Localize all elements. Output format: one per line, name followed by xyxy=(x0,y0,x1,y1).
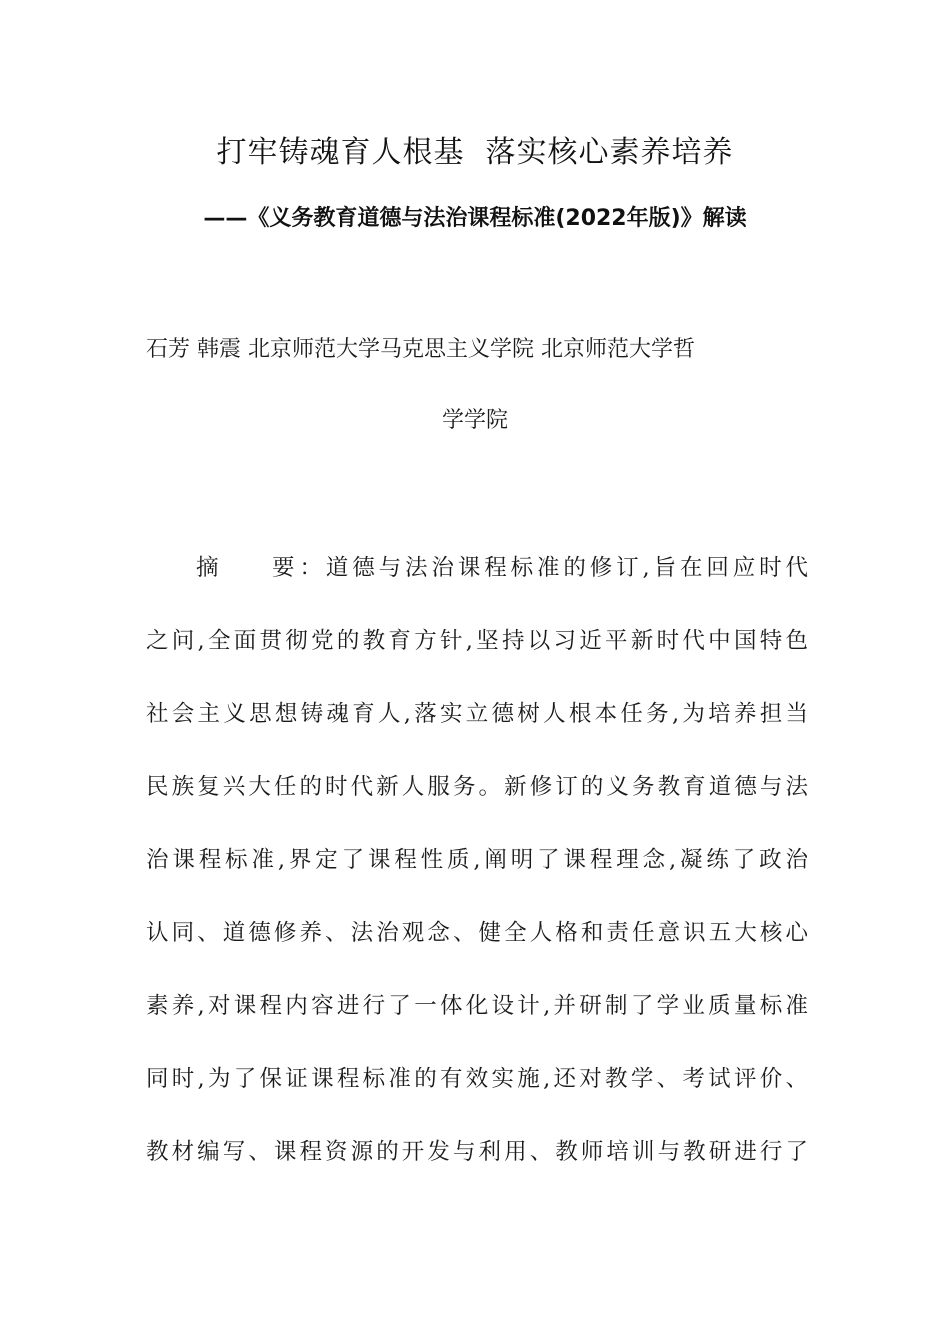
affiliation-continuation: 学学院 xyxy=(441,408,508,433)
abstract-line: 之问,全面贯彻党的教育方针,坚持以习近平新时代中国特色 xyxy=(146,628,808,654)
abstract-label: 摘 要： xyxy=(196,555,322,581)
abstract-line xyxy=(146,532,808,605)
abstract-line: 民族复兴大任的时代新人服务。新修订的义务教育道德与法 xyxy=(146,774,808,800)
abstract-block xyxy=(146,532,808,1189)
abstract-line: 教材编写、课程资源的开发与利用、教师培训与教研进行了 xyxy=(146,1139,808,1165)
abstract-line: 同时,为了保证课程标准的有效实施,还对教学、考试评价、 xyxy=(146,1066,808,1092)
abstract-line: 社会主义思想铸魂育人,落实立德树人根本任务,为培养担当 xyxy=(146,701,808,727)
abstract-line: 素养,对课程内容进行了一体化设计,并研制了学业质量标准 xyxy=(146,993,808,1019)
abstract-line: 认同、道德修养、法治观念、健全人格和责任意识五大核心 xyxy=(146,920,808,946)
abstract-line-text: 道德与法治课程标准的修订,旨在回应时代 xyxy=(322,555,808,581)
abstract-line: 治课程标准,界定了课程性质,阐明了课程理念,凝练了政治 xyxy=(146,847,808,873)
document-subtitle: ——《义务教育道德与法治课程标准(2022年版)》解读 xyxy=(203,206,747,231)
document-title: 打牢铸魂育人根基 落实核心素养培养 xyxy=(216,135,734,170)
author-affiliation-line: 石芳 韩震 北京师范大学马克思主义学院 北京师范大学哲 xyxy=(146,337,695,362)
